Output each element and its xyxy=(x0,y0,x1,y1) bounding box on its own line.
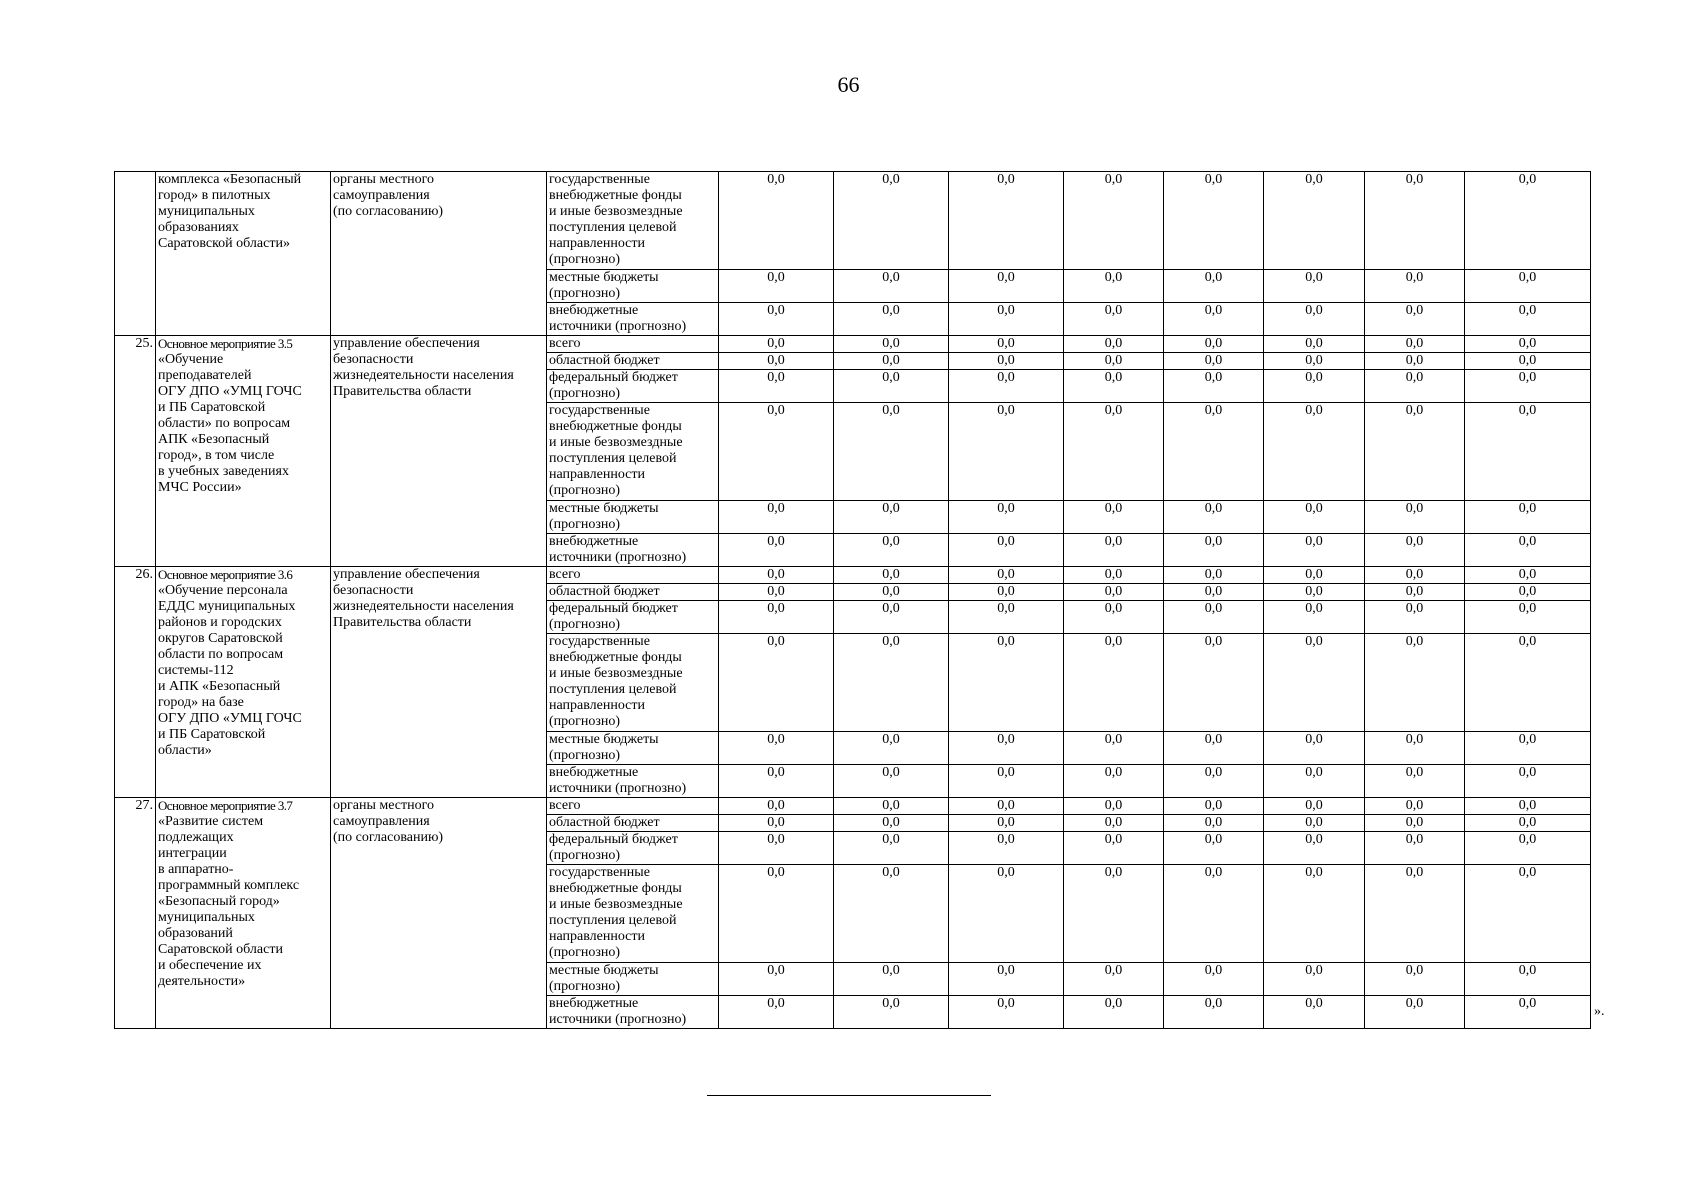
amount-cell: 0,0 xyxy=(949,832,1064,865)
amount-cell: 0,0 xyxy=(834,865,949,963)
funding-source: областной бюджет xyxy=(547,815,719,832)
funding-source: внебюджетные источники (прогнозно) xyxy=(547,534,719,567)
amount-cell: 0,0 xyxy=(1465,832,1591,865)
amount-cell: 0,0 xyxy=(1465,601,1591,634)
amount-cell: 0,0 xyxy=(949,584,1064,601)
amount-cell: 0,0 xyxy=(1264,601,1365,634)
amount-cell: 0,0 xyxy=(834,832,949,865)
amount-cell: 0,0 xyxy=(1365,336,1465,353)
amount-cell: 0,0 xyxy=(1164,303,1264,336)
amount-cell: 0,0 xyxy=(1164,353,1264,370)
amount-cell: 0,0 xyxy=(1365,584,1465,601)
funding-source: внебюджетные источники (прогнозно) xyxy=(547,996,719,1029)
amount-cell: 0,0 xyxy=(719,534,834,567)
amount-cell: 0,0 xyxy=(1465,370,1591,403)
amount-cell: 0,0 xyxy=(1264,303,1365,336)
amount-cell: 0,0 xyxy=(1164,567,1264,584)
amount-cell: 0,0 xyxy=(719,865,834,963)
amount-cell: 0,0 xyxy=(949,865,1064,963)
amount-cell: 0,0 xyxy=(719,798,834,815)
funding-source: внебюджетные источники (прогнозно) xyxy=(547,303,719,336)
amount-cell: 0,0 xyxy=(1365,865,1465,963)
amount-cell: 0,0 xyxy=(1064,172,1164,270)
action-text: комплекса «Безопасный город» в пилотных муниципальных образованиях Саратовской области» xyxy=(158,172,302,251)
amount-cell: 0,0 xyxy=(1164,798,1264,815)
action-cell xyxy=(156,336,331,567)
funding-source: местные бюджеты (прогнозно) xyxy=(547,270,719,303)
amount-cell: 0,0 xyxy=(949,534,1064,567)
funding-table-body xyxy=(115,172,1591,1029)
footer-rule xyxy=(707,1095,991,1096)
row-number: 27. xyxy=(115,798,156,1029)
amount-cell: 0,0 xyxy=(1064,336,1164,353)
amount-cell: 0,0 xyxy=(1264,501,1365,534)
amount-cell: 0,0 xyxy=(1465,534,1591,567)
amount-cell: 0,0 xyxy=(1064,798,1164,815)
amount-cell: 0,0 xyxy=(1264,336,1365,353)
amount-cell: 0,0 xyxy=(834,501,949,534)
action-cell xyxy=(156,567,331,798)
row-number: 26. xyxy=(115,567,156,798)
amount-cell: 0,0 xyxy=(949,303,1064,336)
amount-cell: 0,0 xyxy=(1064,534,1164,567)
amount-cell: 0,0 xyxy=(1064,303,1164,336)
amount-cell: 0,0 xyxy=(1164,270,1264,303)
amount-cell: 0,0 xyxy=(1164,534,1264,567)
amount-cell: 0,0 xyxy=(1365,353,1465,370)
amount-cell: 0,0 xyxy=(1164,601,1264,634)
amount-cell: 0,0 xyxy=(949,336,1064,353)
amount-cell: 0,0 xyxy=(719,832,834,865)
amount-cell: 0,0 xyxy=(834,172,949,270)
amount-cell: 0,0 xyxy=(1064,815,1164,832)
amount-cell: 0,0 xyxy=(1264,963,1365,996)
amount-cell: 0,0 xyxy=(1465,732,1591,765)
amount-cell: 0,0 xyxy=(1164,370,1264,403)
closing-quote: ». xyxy=(1594,1004,1605,1019)
amount-cell: 0,0 xyxy=(1264,832,1365,865)
amount-cell: 0,0 xyxy=(1365,370,1465,403)
amount-cell: 0,0 xyxy=(1365,996,1465,1029)
amount-cell: 0,0 xyxy=(719,172,834,270)
amount-cell: 0,0 xyxy=(1064,370,1164,403)
funding-source: государственные внебюджетные фонды и иные безвозмездные поступления целевой направленности (прогнозно) xyxy=(547,403,719,501)
amount-cell: 0,0 xyxy=(1264,403,1365,501)
amount-cell: 0,0 xyxy=(1064,270,1164,303)
amount-cell: 0,0 xyxy=(719,403,834,501)
row-number: 25. xyxy=(115,336,156,567)
amount-cell: 0,0 xyxy=(1064,865,1164,963)
amount-cell: 0,0 xyxy=(1164,732,1264,765)
amount-cell: 0,0 xyxy=(1164,172,1264,270)
amount-cell: 0,0 xyxy=(1064,567,1164,584)
amount-cell: 0,0 xyxy=(719,815,834,832)
amount-cell: 0,0 xyxy=(1164,403,1264,501)
amount-cell: 0,0 xyxy=(1064,765,1164,798)
amount-cell: 0,0 xyxy=(1164,336,1264,353)
amount-cell: 0,0 xyxy=(1465,634,1591,732)
funding-source: областной бюджет xyxy=(547,584,719,601)
amount-cell: 0,0 xyxy=(1264,172,1365,270)
executor-cell: органы местного самоуправления (по согласованию) xyxy=(331,798,547,1029)
amount-cell: 0,0 xyxy=(949,996,1064,1029)
amount-cell: 0,0 xyxy=(949,634,1064,732)
funding-source: всего xyxy=(547,336,719,353)
amount-cell: 0,0 xyxy=(834,601,949,634)
amount-cell: 0,0 xyxy=(1064,501,1164,534)
amount-cell: 0,0 xyxy=(949,765,1064,798)
amount-cell: 0,0 xyxy=(1264,270,1365,303)
amount-cell: 0,0 xyxy=(949,567,1064,584)
amount-cell: 0,0 xyxy=(1365,963,1465,996)
funding-source: областной бюджет xyxy=(547,353,719,370)
amount-cell: 0,0 xyxy=(1365,534,1465,567)
row-number xyxy=(115,172,156,336)
amount-cell: 0,0 xyxy=(1465,798,1591,815)
amount-cell: 0,0 xyxy=(1465,501,1591,534)
amount-cell: 0,0 xyxy=(1264,534,1365,567)
amount-cell: 0,0 xyxy=(1264,353,1365,370)
amount-cell: 0,0 xyxy=(1264,996,1365,1029)
amount-cell: 0,0 xyxy=(1064,634,1164,732)
amount-cell: 0,0 xyxy=(719,765,834,798)
action-heading: Основное мероприятие 3.5 xyxy=(158,336,293,351)
amount-cell: 0,0 xyxy=(834,765,949,798)
funding-source: всего xyxy=(547,567,719,584)
amount-cell: 0,0 xyxy=(1465,567,1591,584)
action-cell xyxy=(156,798,331,1029)
amount-cell: 0,0 xyxy=(1064,601,1164,634)
amount-cell: 0,0 xyxy=(1164,765,1264,798)
amount-cell: 0,0 xyxy=(834,584,949,601)
amount-cell: 0,0 xyxy=(1465,765,1591,798)
amount-cell: 0,0 xyxy=(834,798,949,815)
amount-cell: 0,0 xyxy=(834,634,949,732)
amount-cell: 0,0 xyxy=(834,403,949,501)
amount-cell: 0,0 xyxy=(1264,798,1365,815)
executor-cell: органы местного самоуправления (по согласованию) xyxy=(331,172,547,336)
table-row xyxy=(115,172,1591,270)
funding-source: федеральный бюджет (прогнозно) xyxy=(547,601,719,634)
table-row xyxy=(115,567,1591,584)
action-text: «Обучение преподавателей ОГУ ДПО «УМЦ ГОЧС и ПБ Саратовской области» по вопросам АПК «Безопасный город», в том числе в учебных заведениях МЧС России» xyxy=(158,352,302,495)
amount-cell: 0,0 xyxy=(1264,584,1365,601)
amount-cell: 0,0 xyxy=(719,601,834,634)
action-heading: Основное мероприятие 3.6 xyxy=(158,567,293,582)
amount-cell: 0,0 xyxy=(834,370,949,403)
funding-source: внебюджетные источники (прогнозно) xyxy=(547,765,719,798)
amount-cell: 0,0 xyxy=(1365,501,1465,534)
amount-cell: 0,0 xyxy=(1365,601,1465,634)
amount-cell: 0,0 xyxy=(719,996,834,1029)
funding-source: местные бюджеты (прогнозно) xyxy=(547,963,719,996)
amount-cell: 0,0 xyxy=(1465,403,1591,501)
amount-cell: 0,0 xyxy=(949,370,1064,403)
table-row xyxy=(115,336,1591,353)
amount-cell: 0,0 xyxy=(949,172,1064,270)
amount-cell: 0,0 xyxy=(1264,815,1365,832)
amount-cell: 0,0 xyxy=(1264,634,1365,732)
amount-cell: 0,0 xyxy=(1365,567,1465,584)
amount-cell: 0,0 xyxy=(1264,370,1365,403)
amount-cell: 0,0 xyxy=(1064,732,1164,765)
amount-cell: 0,0 xyxy=(1465,270,1591,303)
amount-cell: 0,0 xyxy=(1365,732,1465,765)
amount-cell: 0,0 xyxy=(719,584,834,601)
amount-cell: 0,0 xyxy=(719,567,834,584)
amount-cell: 0,0 xyxy=(1164,634,1264,732)
amount-cell: 0,0 xyxy=(949,270,1064,303)
amount-cell: 0,0 xyxy=(1064,403,1164,501)
amount-cell: 0,0 xyxy=(949,963,1064,996)
amount-cell: 0,0 xyxy=(1064,584,1164,601)
amount-cell: 0,0 xyxy=(719,270,834,303)
funding-source: всего xyxy=(547,798,719,815)
amount-cell: 0,0 xyxy=(949,815,1064,832)
amount-cell: 0,0 xyxy=(1064,353,1164,370)
amount-cell: 0,0 xyxy=(1365,798,1465,815)
amount-cell: 0,0 xyxy=(834,732,949,765)
amount-cell: 0,0 xyxy=(719,732,834,765)
amount-cell: 0,0 xyxy=(1365,270,1465,303)
page-number: 66 xyxy=(837,72,860,97)
funding-source: государственные внебюджетные фонды и иные безвозмездные поступления целевой направленности (прогнозно) xyxy=(547,172,719,270)
amount-cell: 0,0 xyxy=(1465,336,1591,353)
amount-cell: 0,0 xyxy=(1465,353,1591,370)
amount-cell: 0,0 xyxy=(719,370,834,403)
amount-cell: 0,0 xyxy=(719,501,834,534)
amount-cell: 0,0 xyxy=(834,353,949,370)
amount-cell: 0,0 xyxy=(1264,765,1365,798)
amount-cell: 0,0 xyxy=(1465,865,1591,963)
amount-cell: 0,0 xyxy=(1465,963,1591,996)
action-cell xyxy=(156,172,331,336)
amount-cell: 0,0 xyxy=(1264,567,1365,584)
amount-cell: 0,0 xyxy=(949,353,1064,370)
amount-cell: 0,0 xyxy=(1365,403,1465,501)
amount-cell: 0,0 xyxy=(1264,732,1365,765)
amount-cell: 0,0 xyxy=(1264,865,1365,963)
amount-cell: 0,0 xyxy=(949,798,1064,815)
action-text: «Развитие систем подлежащих интеграции в аппаратно- программный комплекс «Безопасный город» муниципальных образований Саратовской области и обеспечение их деятельности» xyxy=(158,814,300,989)
amount-cell: 0,0 xyxy=(719,303,834,336)
amount-cell: 0,0 xyxy=(719,336,834,353)
amount-cell: 0,0 xyxy=(834,534,949,567)
funding-table xyxy=(114,171,1591,1029)
amount-cell: 0,0 xyxy=(1064,963,1164,996)
amount-cell: 0,0 xyxy=(949,403,1064,501)
amount-cell: 0,0 xyxy=(834,336,949,353)
amount-cell: 0,0 xyxy=(1465,996,1591,1029)
amount-cell: 0,0 xyxy=(1465,584,1591,601)
amount-cell: 0,0 xyxy=(1365,172,1465,270)
amount-cell: 0,0 xyxy=(949,501,1064,534)
amount-cell: 0,0 xyxy=(1365,765,1465,798)
amount-cell: 0,0 xyxy=(1365,303,1465,336)
amount-cell: 0,0 xyxy=(1164,815,1264,832)
funding-source: федеральный бюджет (прогнозно) xyxy=(547,832,719,865)
amount-cell: 0,0 xyxy=(1164,501,1264,534)
funding-source: местные бюджеты (прогнозно) xyxy=(547,732,719,765)
amount-cell: 0,0 xyxy=(1164,996,1264,1029)
amount-cell: 0,0 xyxy=(1465,172,1591,270)
funding-source: федеральный бюджет (прогнозно) xyxy=(547,370,719,403)
amount-cell: 0,0 xyxy=(1164,832,1264,865)
amount-cell: 0,0 xyxy=(1465,815,1591,832)
action-text: «Обучение персонала ЕДДС муниципальных районов и городских округов Саратовской области по вопросам системы-112 и АПК «Безопасный город» на базе ОГУ ДПО «УМЦ ГОЧС и ПБ Саратовской области» xyxy=(158,583,302,758)
amount-cell: 0,0 xyxy=(719,353,834,370)
action-heading: Основное мероприятие 3.7 xyxy=(158,798,293,813)
amount-cell: 0,0 xyxy=(949,732,1064,765)
amount-cell: 0,0 xyxy=(1365,832,1465,865)
amount-cell: 0,0 xyxy=(1365,634,1465,732)
funding-source: местные бюджеты (прогнозно) xyxy=(547,501,719,534)
amount-cell: 0,0 xyxy=(1064,996,1164,1029)
amount-cell: 0,0 xyxy=(719,634,834,732)
amount-cell: 0,0 xyxy=(834,815,949,832)
amount-cell: 0,0 xyxy=(1465,303,1591,336)
executor-cell: управление обеспечения безопасности жизнедеятельности населения Правительства области xyxy=(331,336,547,567)
amount-cell: 0,0 xyxy=(719,963,834,996)
amount-cell: 0,0 xyxy=(1064,832,1164,865)
amount-cell: 0,0 xyxy=(949,601,1064,634)
funding-source: государственные внебюджетные фонды и иные безвозмездные поступления целевой направленности (прогнозно) xyxy=(547,865,719,963)
amount-cell: 0,0 xyxy=(1164,584,1264,601)
amount-cell: 0,0 xyxy=(834,567,949,584)
table-row xyxy=(115,798,1591,815)
executor-cell: управление обеспечения безопасности жизнедеятельности населения Правительства области xyxy=(331,567,547,798)
amount-cell: 0,0 xyxy=(1365,815,1465,832)
amount-cell: 0,0 xyxy=(1164,963,1264,996)
amount-cell: 0,0 xyxy=(834,303,949,336)
amount-cell: 0,0 xyxy=(1164,865,1264,963)
amount-cell: 0,0 xyxy=(834,270,949,303)
funding-source: государственные внебюджетные фонды и иные безвозмездные поступления целевой направленности (прогнозно) xyxy=(547,634,719,732)
amount-cell: 0,0 xyxy=(834,963,949,996)
amount-cell: 0,0 xyxy=(834,996,949,1029)
